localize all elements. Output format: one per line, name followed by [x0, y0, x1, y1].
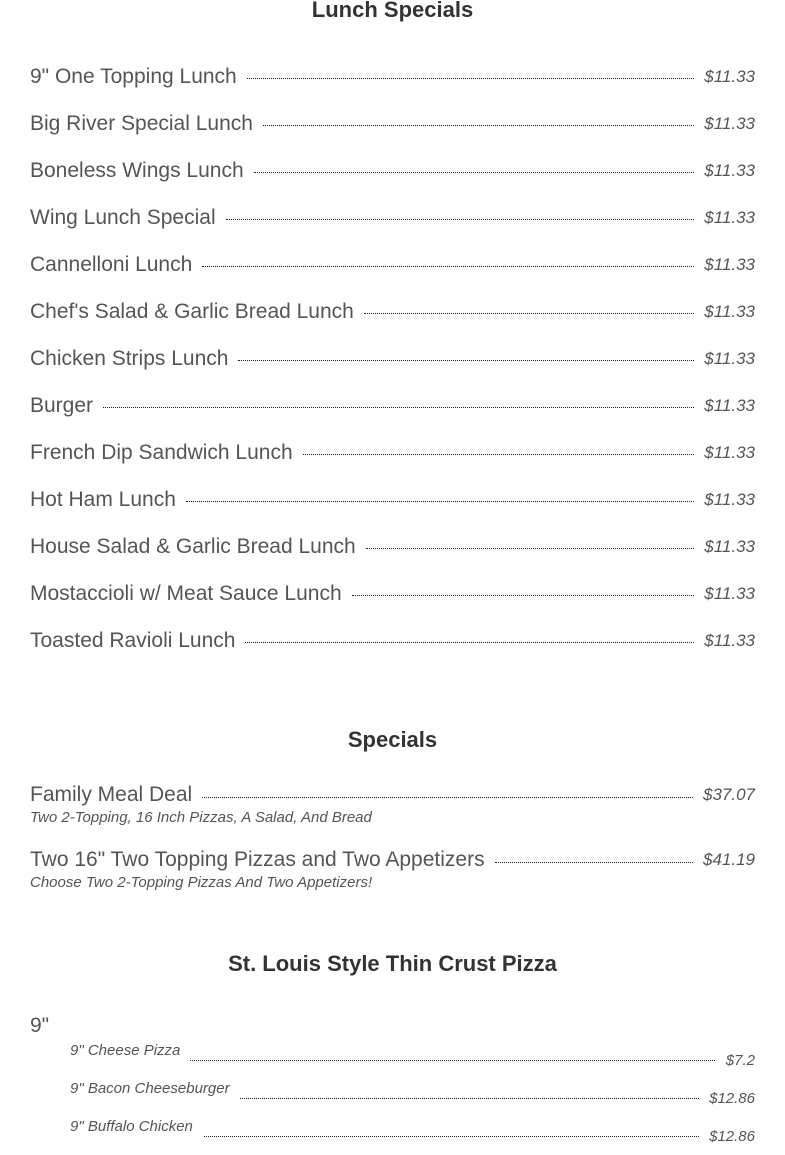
- dotted-leader: [254, 172, 695, 173]
- lunch-specials-list: [0, 53, 785, 664]
- menu-item-price: $11.33: [704, 254, 755, 274]
- menu-item-name: 9" One Topping Lunch: [30, 64, 237, 88]
- menu-item-price: $11.33: [704, 489, 755, 509]
- dotted-leader: [495, 862, 693, 863]
- pizza-item-name: 9" Buffalo Chicken: [70, 1117, 203, 1137]
- menu-item-price: $41.19: [703, 850, 755, 869]
- dotted-leader: [364, 313, 694, 314]
- dotted-leader: [366, 548, 695, 549]
- dotted-leader: [202, 797, 693, 798]
- menu-item[interactable]: [0, 570, 785, 617]
- dotted-leader: [202, 266, 694, 267]
- menu-item-name: Big River Special Lunch: [30, 111, 253, 135]
- menu-item-name: Hot Ham Lunch: [30, 487, 176, 511]
- menu-item-price: $11.33: [704, 66, 755, 86]
- menu-item[interactable]: [0, 194, 785, 241]
- dotted-leader: [245, 642, 694, 643]
- menu-item-name: House Salad & Garlic Bread Lunch: [30, 534, 356, 558]
- pizza-item[interactable]: [70, 1041, 755, 1079]
- menu-item[interactable]: [0, 782, 785, 828]
- menu-item-price: $11.33: [704, 583, 755, 603]
- pizza-item[interactable]: [70, 1117, 755, 1155]
- menu-item[interactable]: [0, 382, 785, 429]
- pizza-size-label: 9": [30, 1014, 50, 1037]
- menu-item[interactable]: [0, 429, 785, 476]
- specials-list: [0, 782, 785, 893]
- menu-item[interactable]: [0, 147, 785, 194]
- menu-item-name: French Dip Sandwich Lunch: [30, 440, 293, 464]
- menu-item-description: Choose Two 2-Topping Pizzas And Two Appetizers!: [30, 874, 373, 891]
- dotted-leader: [303, 454, 695, 455]
- pizza-list: [0, 1041, 785, 1155]
- menu-item[interactable]: [0, 288, 785, 335]
- menu-item[interactable]: [0, 617, 785, 664]
- menu-item[interactable]: [0, 53, 785, 100]
- dotted-leader: [103, 407, 694, 408]
- pizza-item[interactable]: [70, 1079, 755, 1117]
- menu-item-name: Boneless Wings Lunch: [30, 158, 244, 182]
- menu-item-name: Wing Lunch Special: [30, 205, 216, 229]
- lunch-specials-title: Lunch Specials: [311, 0, 474, 22]
- menu-item[interactable]: [0, 241, 785, 288]
- menu-item-price: $11.33: [704, 301, 755, 321]
- dotted-leader: [247, 78, 695, 79]
- dotted-leader: [352, 595, 695, 596]
- menu-item-price: $11.33: [704, 207, 755, 227]
- menu-item-name: Chicken Strips Lunch: [30, 346, 229, 370]
- dotted-leader: [263, 125, 694, 126]
- pizza-item-name: 9" Bacon Cheeseburger: [70, 1079, 240, 1099]
- menu-item-price: $11.33: [704, 395, 755, 415]
- menu-item-name: Toasted Ravioli Lunch: [30, 628, 236, 652]
- menu-item[interactable]: [0, 847, 785, 893]
- dotted-leader: [238, 360, 694, 361]
- menu-item[interactable]: [0, 100, 785, 147]
- specials-title: Specials: [347, 727, 438, 752]
- dotted-leader: [186, 501, 694, 502]
- st-louis-pizza-title: St. Louis Style Thin Crust Pizza: [228, 951, 557, 976]
- menu-item-name: Burger: [30, 393, 94, 417]
- menu-item-name: Two 16" Two Topping Pizzas and Two Appetizers: [30, 848, 485, 871]
- menu-item-price: $11.33: [704, 630, 755, 650]
- menu-item-name: Mostaccioli w/ Meat Sauce Lunch: [30, 581, 342, 605]
- menu-item-name: Cannelloni Lunch: [30, 252, 193, 276]
- menu-item[interactable]: [0, 523, 785, 570]
- pizza-item-price: $12.86: [699, 1127, 755, 1147]
- menu-item-name: Chef's Salad & Garlic Bread Lunch: [30, 299, 354, 323]
- menu-item[interactable]: [0, 476, 785, 523]
- menu-item-price: $11.33: [704, 536, 755, 556]
- pizza-item-price: $12.86: [699, 1089, 755, 1109]
- menu-item-name: Family Meal Deal: [30, 783, 193, 806]
- menu-item-description: Two 2-Topping, 16 Inch Pizzas, A Salad, And Bread: [30, 809, 372, 826]
- dotted-leader: [226, 219, 695, 220]
- menu-item-price: $37.07: [703, 785, 755, 804]
- menu-item[interactable]: [0, 335, 785, 382]
- pizza-item-name: 9" Cheese Pizza: [70, 1041, 190, 1061]
- menu-item-price: $11.33: [704, 348, 755, 368]
- menu-item-price: $11.33: [704, 113, 755, 133]
- pizza-item-price: $7.2: [716, 1051, 755, 1071]
- menu-item-price: $11.33: [704, 442, 755, 462]
- menu-item-price: $11.33: [704, 160, 755, 180]
